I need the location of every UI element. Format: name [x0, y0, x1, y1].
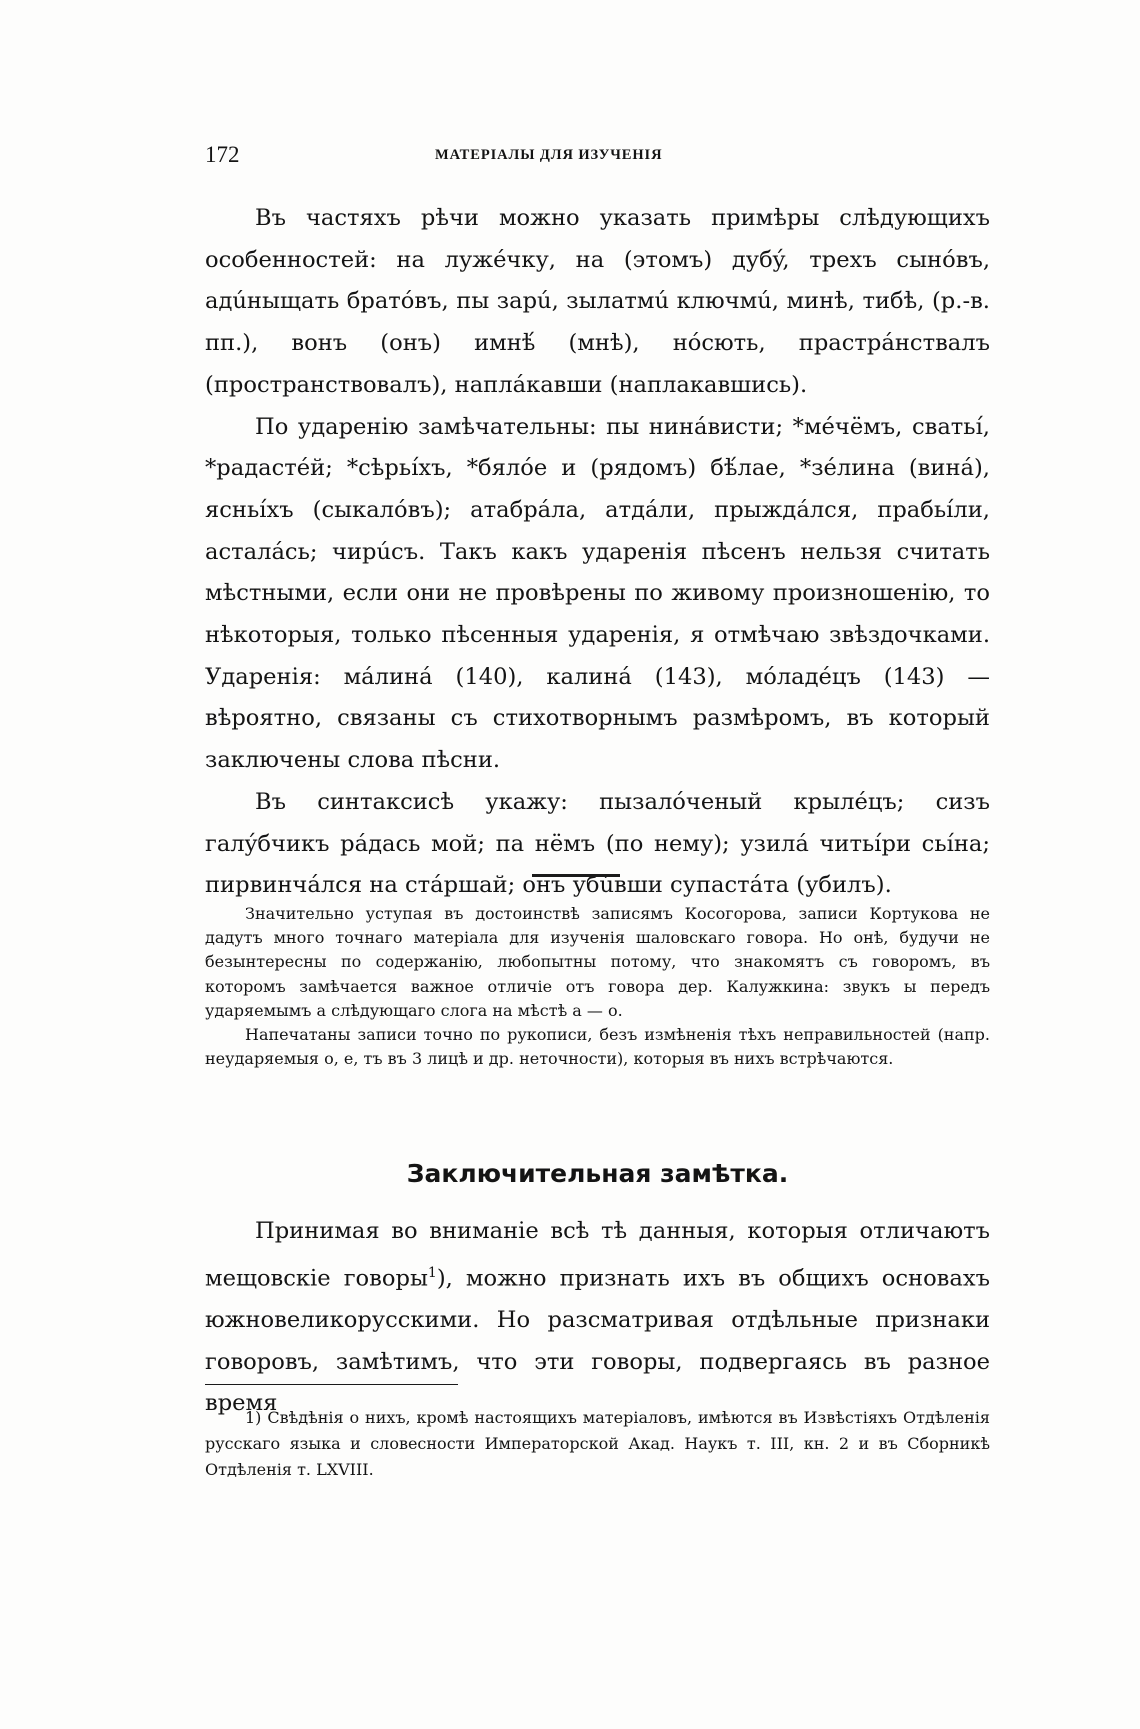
footnote [205, 1405, 990, 1483]
main-text-block [205, 198, 990, 907]
footnote-reference: 1 [427, 1264, 437, 1281]
running-title: МАТЕРІАЛЫ ДЛЯ ИЗУЧЕНІЯ [435, 147, 663, 163]
section-heading: Заключительная замѣтка. [406, 1159, 789, 1188]
conclusion-text-rest: ), можно признать ихъ въ общихъ основахъ южновеликорусскими. Но разсматривая отдѣльные признаки говоровъ, замѣтимъ, что эти говоры, подвергаясь въ разное время [205, 1265, 990, 1417]
conclusion-text-start: Принимая во вниманіе всѣ тѣ данныя, которыя отличаютъ мещовскіе говоры [205, 1218, 990, 1292]
closing-text-block [205, 1211, 990, 1425]
footnote-text: 1) Свѣдѣнія о нихъ, кромѣ настоящихъ матеріаловъ, имѣются въ Извѣстіяхъ Отдѣленія русскаго языка и словесности Императорской Акад. Наукъ т. III, кн. 2 и въ Сборникѣ Отдѣленія т. LXVIII. [205, 1408, 990, 1479]
page-number: 172 [205, 142, 240, 167]
note-paragraph: Напечатаны записи точно по рукописи, безъ измѣненія тѣхъ неправильностей (напр. неударяемыя о, е, тъ въ 3 лицѣ и др. неточности), которыя въ нихъ встрѣчаются. [205, 1025, 990, 1069]
note-paragraph: Значительно уступая въ достоинствѣ записямъ Косогорова, записи Кортукова не дадутъ много точнаго матеріала для изученія шаловскаго говора. Но онѣ, будучи не безынтересны по содержанію, любопытны потому, что знакомятъ съ говоромъ, въ которомъ замѣчается важное отличіе отъ говора дер. Калужкина: звукъ ы передъ ударяемымъ а слѣдующаго слога на мѣстѣ а — о. [205, 904, 990, 1020]
section-divider [532, 874, 620, 877]
page-header [205, 138, 988, 178]
paragraph-parts-of-speech: Въ частяхъ рѣчи можно указать примѣры слѣдующихъ особенностей: на лужéчку, на (этомъ) дубý, трехъ сынóвъ, адúныщать братóвъ, пы зарú, зылатмú ключмú, минѣ, тибѣ, (р.-в. пп.), вонъ (онъ) имнѣ́ (мнѣ), нóсють, прастрáнствалъ (пространствовалъ), наплáкавши (наплакавшись). [205, 205, 990, 398]
editorial-note [205, 902, 990, 1071]
paragraph-syntax: Въ синтаксисѣ укажу: пызалóченый крылéцъ; сизъ галýбчикъ рáдась мой; па нёмъ (по нему); узилá читьı́ри сьı́на; пирвинчáлся на стáршай; онъ убúвши супастáта (убилъ). [205, 788, 990, 899]
footnote-divider [205, 1384, 458, 1385]
paragraph-stress: По ударенію замѣчательны: пы нинáвисти; *мéчёмъ, сватьı́, *радастéй; *сѣрьı́хъ, *бялóе и (рядомъ) бѣ́лае, *зéлина (винá), ясньı́хъ (сыкалóвъ); атабрáла, атдáли, прыждáлся, прабьı́ли, асталáсь; чирúсъ. Такъ какъ ударенія пѣсенъ нельзя считать мѣстными, если они не провѣрены по живому произношенію, то нѣкоторыя, только пѣсенныя ударенія, я отмѣчаю звѣздочками. Ударенія: мáлинá (140), калинá (143), мóладéцъ (143) — вѣроятно, связаны съ стихотворнымъ размѣромъ, въ который заключены слова пѣсни. [205, 413, 990, 774]
paragraph-conclusion [205, 1211, 990, 1425]
